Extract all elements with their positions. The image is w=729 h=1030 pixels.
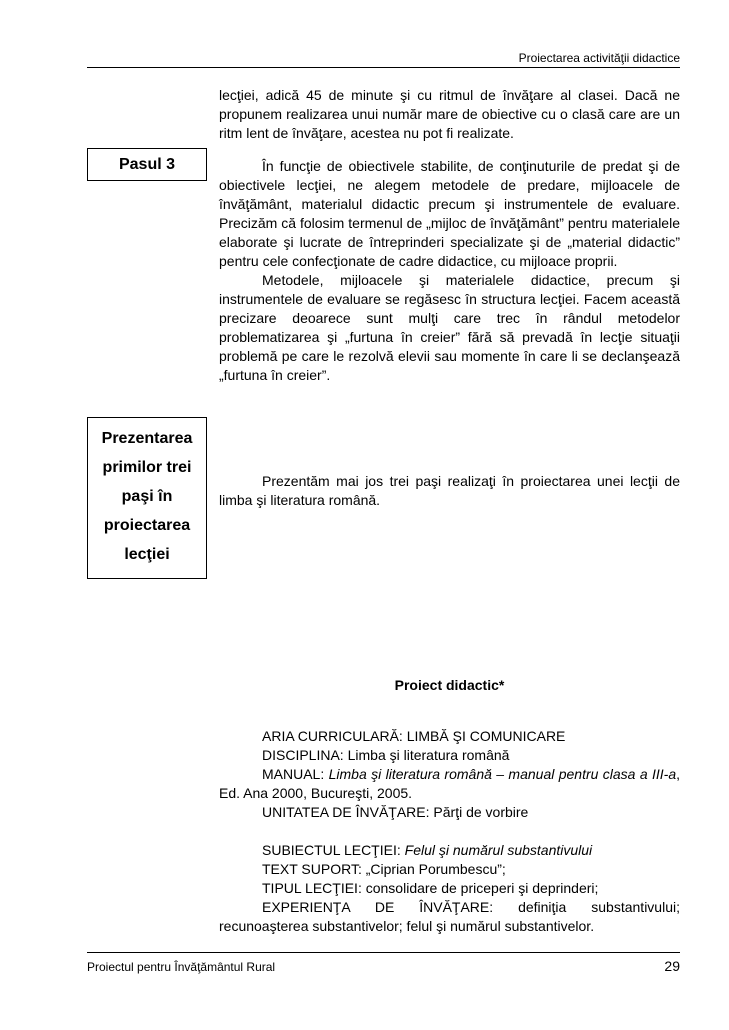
section-box-line-1: Prezentarea xyxy=(101,430,193,447)
field-text xyxy=(219,860,680,879)
paragraph-1: lecţiei, adică 45 de minute şi cu ritmul de învăţare al clasei. Dacă ne propunem realizarea unui număr mare de obiective cu o clasă care are un ritm lent de învăţare, acestea nu pot fi realizate. xyxy=(219,87,680,141)
field-manual-title: Limba şi literatura română – manual pentru clasa a III-a xyxy=(328,766,677,782)
field-tipul-label: TIPUL LECŢIEI: xyxy=(262,880,362,896)
body-text-top xyxy=(219,86,680,385)
field-manual-rest: , Ed. Ana 2000, Bucureşti, 2005. xyxy=(219,766,681,801)
paragraph-3: Metodele, mijloacele şi materialele didactice, precum şi instrumentele de evaluare se regăsesc în structura lecţiei. Facem această precizare deoarece sunt mulţi care trec în rândul metodelor problematizarea şi „furtuna în creier” fără să prevadă în lecţie situaţii problemă pe care le rezolvă elevii sau momente în care li se declanşează „furtuna în creier”. xyxy=(219,272,680,383)
field-aria: ARIA CURRICULARĂ: LIMBĂ ŞI COMUNICARE xyxy=(262,728,566,744)
field-unitatea xyxy=(219,803,680,822)
paragraph-4: Prezentăm mai jos trei paşi realizaţi în proiectarea unei lecţii de limba şi literatura română. xyxy=(219,473,680,508)
section-box-line-5: lecţiei xyxy=(124,546,170,563)
field-tipul xyxy=(219,879,680,898)
field-experienta xyxy=(219,898,680,936)
project-title: Proiect didactic* xyxy=(394,677,505,693)
footer-rule xyxy=(87,952,680,953)
field-text-value: „Ciprian Porumbescu”; xyxy=(365,861,506,877)
field-manual-label: MANUAL: xyxy=(262,766,325,782)
field-subiectul-value: Felul şi numărul substantivului xyxy=(404,842,593,858)
section-box xyxy=(87,417,207,579)
field-unitatea-value: Părţi de vorbire xyxy=(433,804,529,820)
page-number: 29 xyxy=(664,958,680,974)
section-box-line-3: paşi în xyxy=(121,488,173,505)
section-box-line-4: proiectarea xyxy=(103,517,191,534)
header-rule xyxy=(87,67,680,68)
field-experienta-value: definiţia substantivului; recunoaşterea substantivelor; felul şi numărul substantivelor. xyxy=(219,899,680,934)
field-subiectul-label: SUBIECTUL LECŢIEI: xyxy=(262,842,401,858)
project-fields xyxy=(219,727,680,936)
field-text-label: TEXT SUPORT: xyxy=(262,861,362,877)
field-subiectul xyxy=(219,841,680,860)
section-box-line-2: primilor trei xyxy=(102,459,192,476)
paragraph-2: În funcţie de obiectivele stabilite, de conţinuturile de predat şi de obiectivele lecţiei, ne alegem metodele de predare, mijloacele de învăţământ, materialul didactic precum şi instrumentele de evaluare. Precizăm că folosim termenul de „mijloc de învăţământ” pentru materialele elaborate şi lucrate de întreprinderi specializate şi de „material didactic” pentru cele confecţionate de cadre didactice, cu mijloace proprii. xyxy=(219,158,680,269)
field-disciplina-value: Limba şi literatura română xyxy=(347,747,510,763)
field-experienta-label: EXPERIENŢA DE ÎNVĂŢARE: xyxy=(262,899,494,915)
running-header: Proiectarea activităţii didactice xyxy=(518,51,680,65)
field-disciplina-label: DISCIPLINA: xyxy=(262,747,344,763)
field-tipul-value: consolidare de priceperi şi deprinderi; xyxy=(365,880,599,896)
field-manual xyxy=(219,765,680,803)
step-box: Pasul 3 xyxy=(87,148,207,181)
body-text-intro xyxy=(219,472,680,510)
field-unitatea-label: UNITATEA DE ÎNVĂŢARE: xyxy=(262,804,430,820)
footer-title: Proiectul pentru Învăţământul Rural xyxy=(87,960,276,974)
field-disciplina xyxy=(219,746,680,765)
